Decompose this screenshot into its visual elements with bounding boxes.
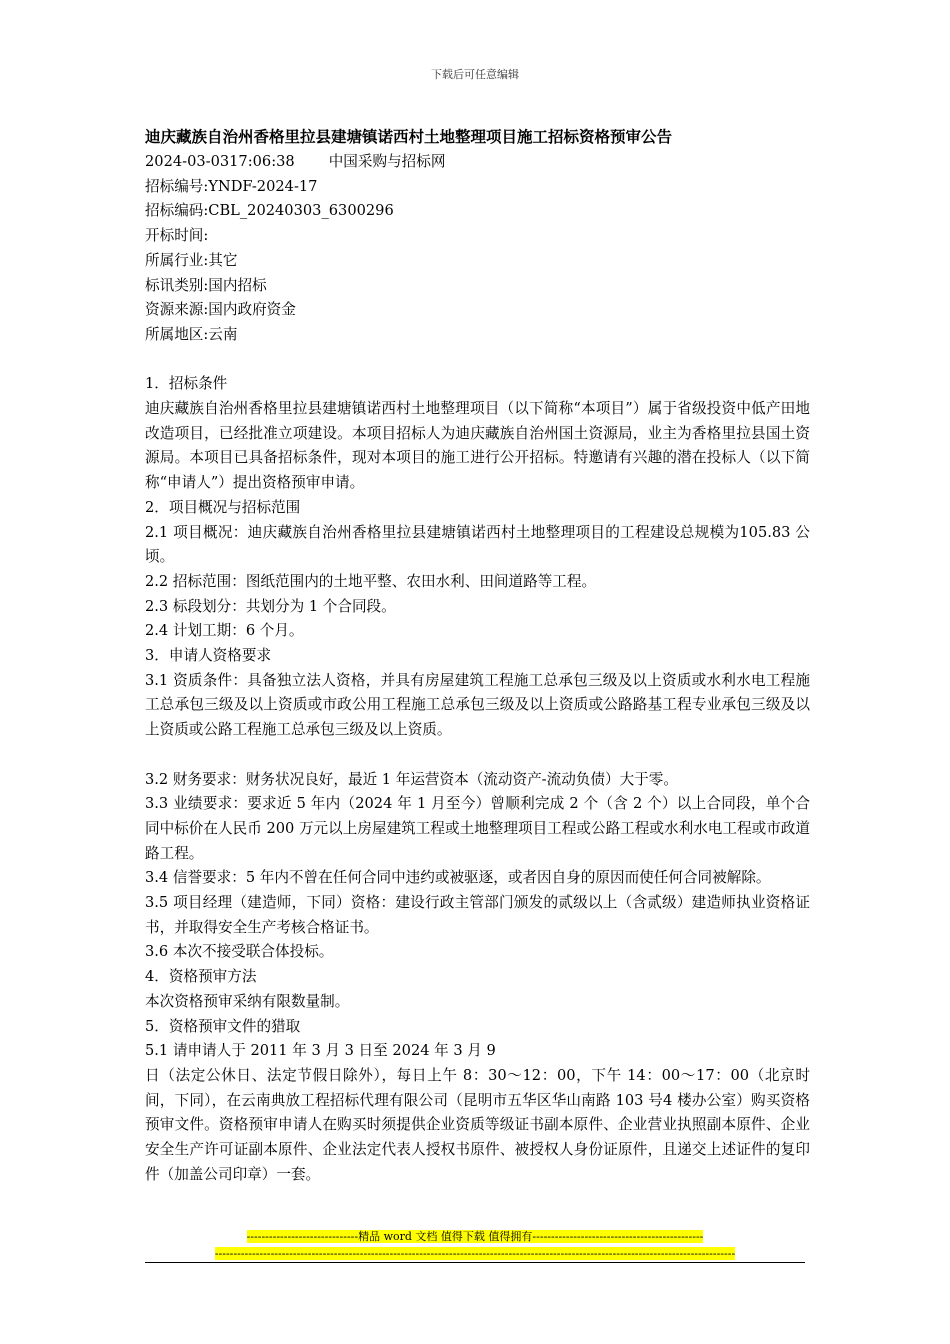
spacer	[145, 348, 810, 373]
meta-bid-code: 招标编码:CBL_20240303_6300296	[145, 202, 394, 220]
meta-region: 所属地区:云南	[145, 325, 238, 343]
section-5-1-rest: 日（法定公休日、法定节假日除外），每日上午 8：30～12：00，下午 14：00～17：00（北京时间，下同），在云南典放工程招标代理有限公司（昆明市五华区华山南路 103 号4 楼办公室）购买资格预审文件。资格预审申请人在购买时须提供企业资质等级证书副本原件、企业营业执照副本原件、企业安全生产许可证副本原件、企业法定代表人授权书原件、被授权人身份证原件，且递交上述证件的复印件（加盖公司印章）一套。	[145, 1066, 810, 1183]
section-3-heading: 3．申请人资格要求	[145, 647, 272, 665]
document-body	[145, 124, 810, 1188]
publish-site: 中国采购与招标网	[328, 153, 446, 170]
section-3-3: 3.3 业绩要求：要求近 5 年内（2024 年 1 月至今）曾顺利完成 2 个（含 2 个）以上合同段，单个合同中标价在人民币 200 万元以上房屋建筑工程或土地整理项目工程或公路工程或水利水电工程或市政道路工程。	[145, 795, 810, 862]
section-3-2: 3.2 财务要求：财务状况良好，最近 1 年运营资本（流动资产-流动负债）大于零。	[145, 770, 678, 788]
section-2-1: 2.1 项目概况：迪庆藏族自治州香格里拉县建塘镇诺西村土地整理项目的工程建设总规模为105.83 公顷。	[145, 523, 810, 566]
section-2-heading: 2．项目概况与招标范围	[145, 498, 301, 516]
footer-banner	[145, 1228, 805, 1262]
publish-datetime: 2024-03-0317:06:38	[145, 153, 295, 170]
section-5-1-first-line: 5.1 请申请人于 2011 年 3 月 3 日至 2024 年 3 月 9	[145, 1042, 496, 1060]
section-3-4: 3.4 信誉要求：5 年内不曾在任何合同中违约或被驱逐，或者因自身的原因而使任何合同被解除。	[145, 869, 771, 887]
meta-open-time: 开标时间:	[145, 227, 209, 245]
meta-bid-number: 招标编号:YNDF-2024-17	[145, 177, 318, 195]
section-2-4: 2.4 计划工期：6 个月。	[145, 622, 304, 640]
section-2-3: 2.3 标段划分：共划分为 1 个合同段。	[145, 597, 396, 615]
section-4-paragraph: 本次资格预审采纳有限数量制。	[145, 992, 350, 1010]
publish-info	[145, 150, 810, 175]
footer-rule	[145, 1262, 805, 1263]
footer-highlight-2: --------------------------------------------------------------------------------------------------------------------------------------------	[214, 1247, 736, 1260]
meta-category: 标讯类别:国内招标	[145, 276, 267, 294]
page-header-note: 下载后可任意编辑	[431, 68, 519, 81]
section-2-2: 2.2 招标范围：图纸范围内的土地平整、农田水利、田间道路等工程。	[145, 572, 597, 590]
section-1-heading: 1．招标条件	[145, 375, 228, 393]
section-5-heading: 5．资格预审文件的猎取	[145, 1017, 301, 1035]
section-3-5: 3.5 项目经理（建造师，下同）资格：建设行政主管部门颁发的贰级以上（含贰级）建造师执业资格证书，并取得安全生产考核合格证书。	[145, 894, 810, 936]
section-4-heading: 4．资格预审方法	[145, 968, 257, 986]
section-3-1: 3.1 资质条件：具备独立法人资格，并具有房屋建筑工程施工总承包三级及以上资质或水利水电工程施工总承包三级及以上资质或市政公用工程施工总承包三级及以上资质或公路路基工程专业承包三级及以上资质或公路工程施工总承包三级及以上资质。	[145, 671, 810, 739]
section-1-paragraph: 迪庆藏族自治州香格里拉县建塘镇诺西村土地整理项目（以下简称“本项目”）属于省级投资中低产田地改造项目，已经批准立项建设。本项目招标人为迪庆藏族自治州国土资源局，业主为香格里拉县国土资源局。本项目已具备招标条件，现对本项目的施工进行公开招标。特邀请有兴趣的潜在投标人（以下简称“申请人”）提出资格预审申请。	[145, 400, 810, 492]
meta-fund-source: 资源来源:国内政府资金	[145, 301, 296, 319]
footer-line-1	[145, 1228, 805, 1245]
meta-industry: 所属行业:其它	[145, 251, 238, 269]
footer-line-2	[145, 1245, 805, 1262]
section-3-6: 3.6 本次不接受联合体投标。	[145, 943, 334, 961]
spacer	[145, 743, 810, 768]
footer-highlight-1: ------------------------------精品 word 文档 值得下载 值得拥有----------------------------------------------	[246, 1230, 704, 1243]
document-title: 迪庆藏族自治州香格里拉县建塘镇诺西村土地整理项目施工招标资格预审公告	[145, 127, 673, 146]
